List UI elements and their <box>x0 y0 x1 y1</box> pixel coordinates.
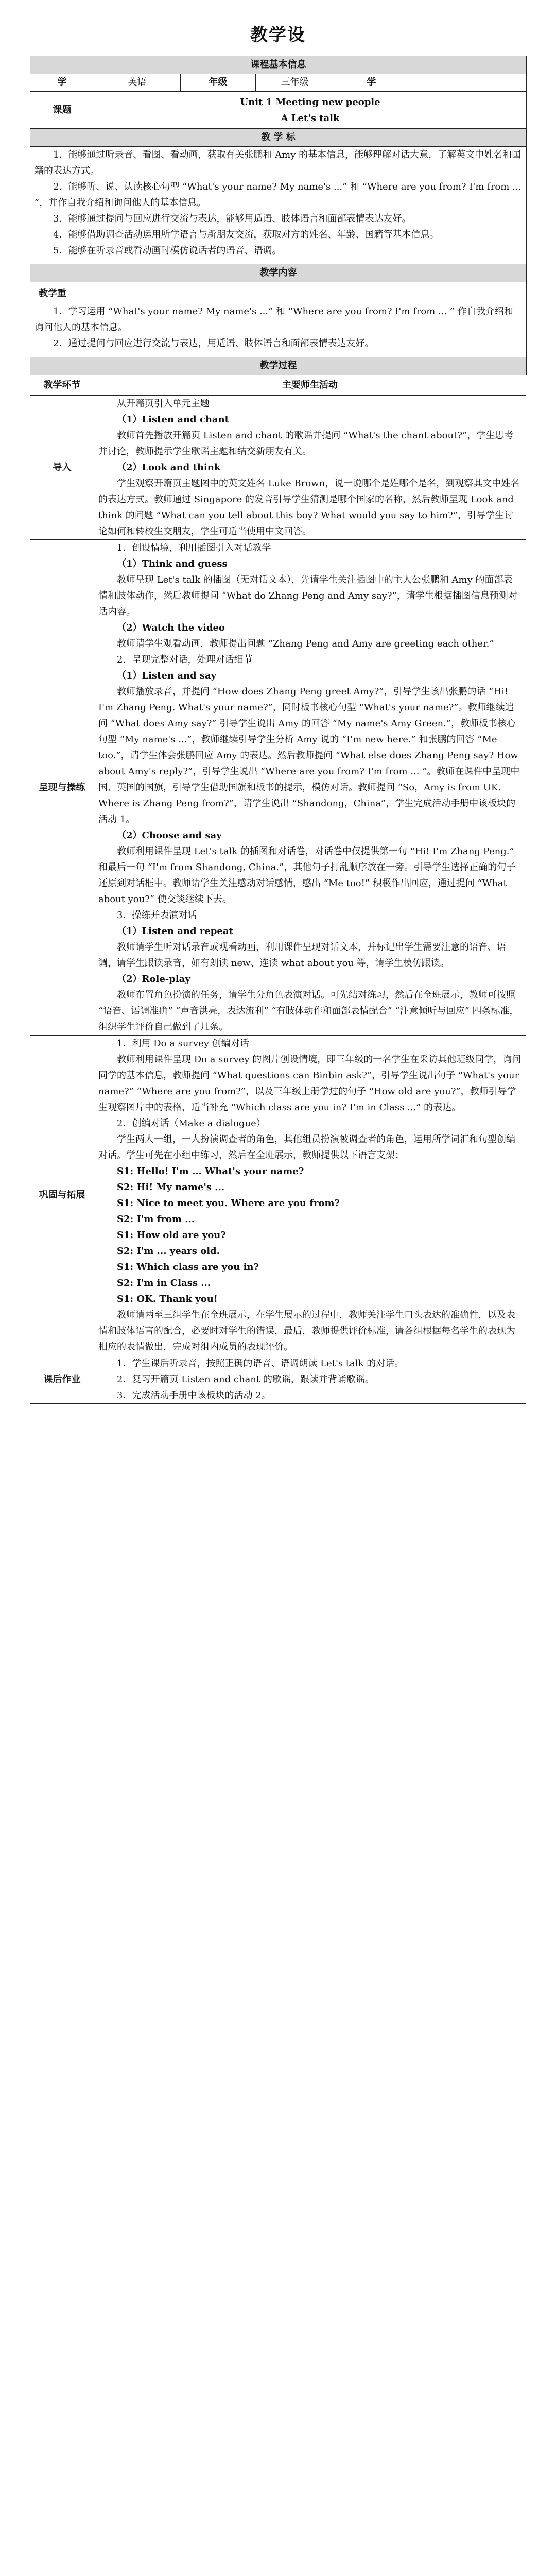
consolidate-line: 2．创编对话（Make a dialogue） <box>117 1117 266 1129</box>
stage-intro: 导入 <box>30 395 94 539</box>
homework-activities <box>94 1355 526 1403</box>
focus-item: 2．通过提问与回应进行交流与表达，用适语、肢体语言和面部表情表达友好。 <box>53 338 374 349</box>
consolidate-line: 教师利用课件呈现 Do a survey 的图片创设情境，即三年级的一名学生在采访其他班级同学，询问同学的基本信息，教师提问 “What questions can Binbin ask?”，引导学生说出句子 “What's your name?” “Where are you from?”，以及三年级上册学过的句子 “How old are you?”，教师引导学生观察图片中的表格，适当补充 “Which class are you in? I'm in Class ...” 的表达。 <box>98 1054 522 1113</box>
present-line: 3．操练并表演对话 <box>117 909 197 921</box>
focus-header: 教学内容 <box>30 264 527 282</box>
topic-label: 课题 <box>30 92 94 129</box>
present-line: （1）Think and guess <box>117 558 228 569</box>
lesson-plan-table <box>30 56 526 1404</box>
dialogue-line: S2: I'm from ... <box>117 1213 195 1225</box>
present-line: （2）Watch the video <box>117 622 225 633</box>
dialogue-line: S1: Nice to meet you. Where are you from? <box>117 1197 340 1209</box>
present-line: 教师呈现 Let's talk 的插图（无对话文本），先请学生关注插图中的主人公张鹏和 Amy 的面部表情和肢体动作，然后教师提问 “What do Zhang Peng and Amy say?”，请学生根据插图信息预测对话内容。 <box>98 574 517 617</box>
goal-item: 3．能够通过提问与回应进行交流与表达，能够用适语、肢体语言和面部表情表达友好。 <box>53 213 411 224</box>
present-line: （1）Listen and say <box>117 670 217 681</box>
present-activities <box>94 539 526 1035</box>
stage-present: 呈现与操练 <box>30 539 94 1035</box>
stage-column-header: 教学环节 <box>30 375 94 395</box>
goal-item: 2．能够听、说、认读核心句型 “What's your name? My name's ...” 和 “Where are you from? I'm from ... ”，并作自我介绍和询问他人的基本信息。 <box>34 181 522 208</box>
intro-activities <box>94 395 526 539</box>
process-header: 教学过程 <box>30 357 527 375</box>
stage-consolidate: 巩固与拓展 <box>30 1035 94 1355</box>
homework-item: 3．完成活动手册中该板块的活动 2。 <box>117 1389 271 1401</box>
present-line: （2）Role-play <box>117 973 190 985</box>
intro-line: 学生观察开篇页主题图中的英文姓名 Luke Brown，说一说哪个是姓哪个是名，到观察其文中姓名的表达方式。教师通过 Singapore 的发音引导学生猜测是哪个国家的名称，然后教师呈现 Look and think 的问题 “What can you tell about this boy? What would you say to him?”，引导学生讨论如何和转校生交朋友，学生可适当使用中文回答。 <box>98 478 520 537</box>
dialogue-line: S1: How old are you? <box>117 1229 226 1241</box>
consolidate-activities <box>94 1035 526 1355</box>
topic-lesson: A Let's talk <box>281 112 340 124</box>
homework-item: 1．学生课后听录音，按照正确的语音、语调朗读 Let's talk 的对话。 <box>117 1358 404 1369</box>
dialogue-line: S1: Which class are you in? <box>117 1261 259 1273</box>
intro-line: 从开篇页引入单元主题 <box>117 398 210 409</box>
consolidate-line: 教师请两至三组学生在全班展示，在学生展示的过程中，教师关注学生口头表达的准确性，以及表情和肢体语言的配合，必要时对学生的错误，最后，教师提供评价标准，请各组根据每名学生的表现为相应的表情做出，完成对组内成员的表现评价。 <box>98 1309 515 1352</box>
goal-item: 5．能够在听录音或看动画时模仿说话者的语音、语调。 <box>53 245 282 256</box>
consolidate-line: 学生两人一组，一人扮演调查者的角色，其他组员扮演被调查者的角色，运用所学词汇和句型创编对话。学生可先在小组中练习，然后在全班展示，教师提供以下语言支架： <box>98 1133 515 1161</box>
dialogue-line: S1: OK. Thank you! <box>117 1293 218 1304</box>
basic-info-header: 课程基本信息 <box>30 56 527 74</box>
topic-value <box>94 92 527 129</box>
present-line: 2．呈现完整对话，处理对话细节 <box>117 654 253 665</box>
focus-item: 1．学习运用 “What's your name? My name's ...” 和 “Where are you from? I'm from ... ” 作自我介绍和询问他人的基本信息。 <box>34 306 513 333</box>
goals-header: 教 学 标 <box>30 129 527 147</box>
goal-item: 1．能够通过听录音、看图、看动画，获取有关张鹏和 Amy 的基本信息，能够理解对话大意，了解英文中姓名和国籍的表达方式。 <box>34 149 522 176</box>
present-line: （2）Choose and say <box>117 829 222 841</box>
stage-homework: 课后作业 <box>30 1355 94 1403</box>
activity-column-header: 主要师生活动 <box>94 375 526 395</box>
homework-item: 2．复习开篇页 Listen and chant 的歌谣，跟读并背诵歌谣。 <box>117 1374 374 1385</box>
focus-subheading: 教学重 <box>39 288 66 299</box>
present-line: 1．创设情境，利用插图引入对话教学 <box>117 542 271 553</box>
present-line: 教师播放录音，并提问 “How does Zhang Peng greet Amy?”，引导学生该出张鹏的话 “Hi! I'm Zhang Peng. What's your name?”，同时板书核心句型 “What's your name?”。教师继续追问 “What does Amy say?” 引导学生说出 Amy 的回答 “My name's Amy Green.”，教师板书核心句型 “My name's ...”，教师继续引导学生分析 Amy 说的 “I'm new here.” 和张鹏的回答 “Me too.”，请学生体会张鹏回应 Amy 的表达。然后教师提问 “What else does Zhang Peng say? How about Amy's reply?”，引导学生说出 “Where are you from? I'm from ... ”。教师在课件中呈现中国、英国的国旗，引导学生借助国旗和板书的提示，模仿对话。教师提问 “So，Amy is from UK. Where is Zhang Peng from?”，请学生说出 “Shandong，China”，学生完成活动手册中该板块的活动 1。 <box>98 686 520 825</box>
present-line: 教师请学生观看动画，教师提出问题 “Zhang Peng and Amy are greeting each other.” <box>117 638 494 649</box>
present-line: 教师请学生听对话录音或观看动画，利用课件呈现对话文本，并标记出学生需要注意的语音、语调，请学生跟读录音，如有朗读 new、连读 what about you 等，请学生模仿跟读。 <box>98 941 506 969</box>
term-label: 学 <box>334 74 409 92</box>
intro-line: 教师首先播放开篇页 Listen and chant 的歌谣并提问 “What's the chant about?”，学生思考并讨论，教师提示学生歌谣主题和结交新朋友有关。 <box>98 430 514 457</box>
term-value <box>409 74 527 92</box>
present-line: 教师布置角色扮演的任务，请学生分角色表演对话。可先结对练习，然后在全班展示，教师可按照 “语音、语调准确” “声音洪亮，表达流利” “有肢体动作和面部表情配合” “注意倾听与回应” 四条标准，组织学生评价自己做到了几条。 <box>98 989 519 1032</box>
dialogue-line: S2: I'm in Class ... <box>117 1277 211 1289</box>
dialogue-line: S2: Hi! My name's ... <box>117 1181 225 1193</box>
subject-label: 学 <box>30 74 94 92</box>
present-line: 教师利用课件呈现 Let's talk 的插图和对话卷，对话卷中仅提供第一句 “Hi! I'm Zhang Peng.” 和最后一句 “I'm from Shandong, China.”，其他句子打乱顺序放在一旁。引导学生选择正确的句子还原到对话框中。教师请学生关注感动对话感情，感出 “Me too!” 积极作出回应，通过提问 “What about you?” 使交谈继续下去。 <box>98 845 516 905</box>
dialogue-line: S2: I'm ... years old. <box>117 1245 220 1257</box>
intro-line: （2）Look and think <box>117 462 221 473</box>
consolidate-line: 1．利用 Do a survey 创编对话 <box>117 1038 249 1049</box>
document-title: 教学设 <box>250 25 306 45</box>
grade-label: 年级 <box>181 74 256 92</box>
dialogue-line: S1: Hello! I'm ... What's your name? <box>117 1165 304 1177</box>
grade-value: 三年级 <box>256 74 334 92</box>
topic-unit: Unit 1 Meeting new people <box>240 96 380 108</box>
subject-value: 英语 <box>94 74 181 92</box>
intro-line: （1）Listen and chant <box>117 414 229 425</box>
goals-body <box>30 147 527 264</box>
goal-item: 4．能够借助调查活动运用所学语言与新朋友交流，获取对方的姓名、年龄、国籍等基本信息。 <box>53 229 439 240</box>
focus-body <box>30 282 527 357</box>
present-line: （1）Listen and repeat <box>117 925 233 937</box>
